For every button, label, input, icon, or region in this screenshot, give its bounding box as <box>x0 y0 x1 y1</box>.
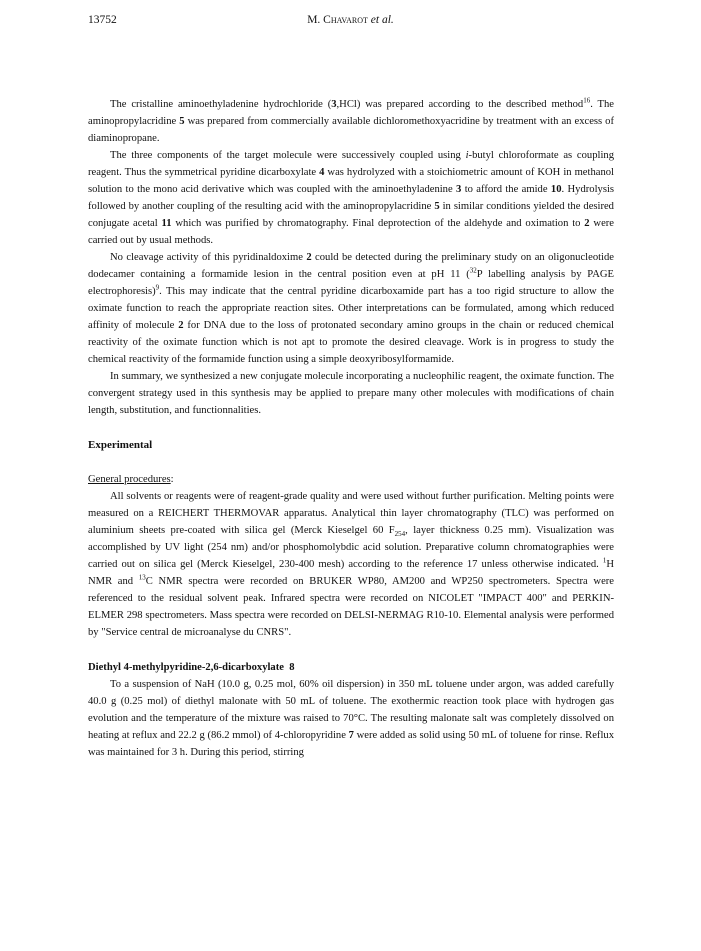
text-run: for DNA due to the loss of protonated secondary amino groups in the chain or reduced chemical reactivity of the oximate function which is not apt to promote the desired cleavage. Work is in progress to study the chemical reactivity of the formamide function using a simple deoxyribosylformamide. <box>88 320 614 365</box>
compound-heading <box>88 659 614 676</box>
compound-name: Diethyl 4-methylpyridine-2,6-dicarboxylate <box>88 662 284 673</box>
text-run: No cleavage activity of this pyridinaldoxime <box>110 252 307 263</box>
text-run: The cristalline aminoethyladenine hydrochloride ( <box>110 99 332 110</box>
paragraph-procedure <box>88 676 614 761</box>
compound-ref: 5 <box>179 116 185 127</box>
text-run: The three components of the target molecule were successively coupled using <box>110 150 466 161</box>
citation: 9 <box>155 283 160 292</box>
text-run: C NMR spectra were recorded on BRUKER WP80, AM200 and WP250 spectrometers. Spectra were referenced to the residual solvent peak. Infrared spectra were recorded on NICOLET "IMPACT 400" and PERKIN-ELMER 298 spectrometers. Mass spectra were recorded on DELSI-NERMAG R10-10. Elemental analysis were performed by "Service central de microanalyse du CNRS". <box>88 576 615 638</box>
text-run: . The aminopropylacridine <box>88 99 615 127</box>
compound-ref: 5 <box>434 201 440 212</box>
isotope-superscript: 1 <box>602 556 607 565</box>
spacer <box>88 641 614 659</box>
compound-ref: 2 <box>178 320 184 331</box>
compound-ref: 11 <box>161 218 172 229</box>
paragraph-intro-3 <box>88 249 614 368</box>
text-run: : <box>170 474 174 485</box>
text-run: was prepared from commercially available dichloromethoxyacridine by treatment with an excess of diaminopropane. <box>88 116 615 144</box>
text-run: . This may indicate that the central pyridine dicarboxamide part has a too rigid structure to allow the oximate function to reach the appropriate reaction sites. Other interpretations can be formulated, among which reduced affinity of molecule <box>88 286 614 331</box>
text-run: were carried out by usual methods. <box>88 218 615 246</box>
compound-ref: 7 <box>348 730 354 741</box>
text-run: , layer thickness 0.25 mm). Visualization was accomplished by UV light (254 nm) and/or phosphomolybdic acid solution. Preparative column chromatographies were carried out on silica gel (Merck Kieselgel, 230-400 mesh) according to the reference 17 unless otherwise indicated. <box>88 525 614 570</box>
compound-ref: 3 <box>331 99 337 110</box>
compound-number: 8 <box>289 662 295 673</box>
author-suffix: et al. <box>367 14 394 26</box>
compound-ref: 2 <box>306 252 312 263</box>
author-name: M. Chavarot <box>307 14 368 26</box>
text-run: was hydrolyzed with a stoichiometric amount of KOH in methanol solution to the mono acid derivative which was coupled with the aminoethyladenine <box>88 167 614 195</box>
running-head-authors <box>88 14 613 26</box>
compound-ref: 2 <box>584 218 590 229</box>
italic-prefix: i <box>465 150 469 161</box>
body-text <box>88 96 614 761</box>
text-run: To a suspension of NaH (10.0 g, 0.25 mol, 60% oil dispersion) in 350 mL toluene under argon, was added carefully 40.0 g (0.25 mol) of diethyl malonate with 50 mL of toluene. The exothermic reaction took place with hydrogen gas evolution and the temperature of the mixture was raised to 70°C. The resulting malonate salt was completely dissolved on heating at reflux and 22.2 g (86.2 mmol) of 4-chloropyridine <box>88 679 614 741</box>
isotope-superscript: 32 <box>469 266 477 275</box>
text-run: were added as solid using 50 mL of toluene for rinse. Reflux was maintained for 3 h. During this period, stirring <box>88 730 614 758</box>
compound-ref: 4 <box>319 167 325 178</box>
text-run: could be detected during the preliminary study on an oligonucleotide dodecamer containing a formamide lesion in the central position even at pH 11 ( <box>88 252 615 280</box>
paragraph-intro-1 <box>88 96 614 147</box>
text-run: ,HCl) was prepared according to the described method <box>336 99 584 110</box>
page-number: 13752 <box>88 14 117 26</box>
paragraph-intro-2 <box>88 147 614 249</box>
compound-ref: 3 <box>456 184 462 195</box>
subheading-general-procedures <box>88 471 614 488</box>
paragraph-intro-4: In summary, we synthesized a new conjugate molecule incorporating a nucleophilic reagent, the oximate function. The convergent strategy used in this synthesis may be applied to prepare many other molecules with modifications of chain length, substitution, and functionnalities. <box>88 371 614 416</box>
text-run: All solvents or reagents were of reagent-grade quality and were used without further purification. Melting points were measured on a REICHERT THERMOVAR apparatus. Analytical thin layer chromatography (TLC) was performed on aluminium sheets pre-coated with silica gel (Merck Kieselgel 60 F <box>88 491 614 536</box>
text-run: . Hydrolysis followed by another coupling of the resulting acid with the aminopropylacridine <box>88 184 615 212</box>
paragraph-general-procedures <box>88 488 614 641</box>
subscript: 254 <box>394 530 406 539</box>
citation: 16 <box>583 96 591 105</box>
text-run: in similar conditions yielded the desired conjugate acetal <box>88 201 614 229</box>
isotope-superscript: 13 <box>138 573 146 582</box>
text-run: H NMR and <box>88 559 614 587</box>
text-run: which was purified by chromatography. Final deprotection of the aldehyde and oximation to <box>171 218 585 229</box>
text-run: to afford the amide <box>461 184 551 195</box>
spacer <box>88 419 614 437</box>
section-heading-experimental: Experimental <box>88 439 153 451</box>
text-run: -butyl chloroformate as coupling reagent. Thus the symmetrical pyridine dicarboxylate <box>88 150 614 178</box>
text-run: P labelling analysis by PAGE electrophoresis) <box>88 269 614 297</box>
running-head <box>88 14 613 30</box>
general-procedures-title: General procedures <box>88 474 171 485</box>
compound-ref: 10 <box>550 184 562 195</box>
